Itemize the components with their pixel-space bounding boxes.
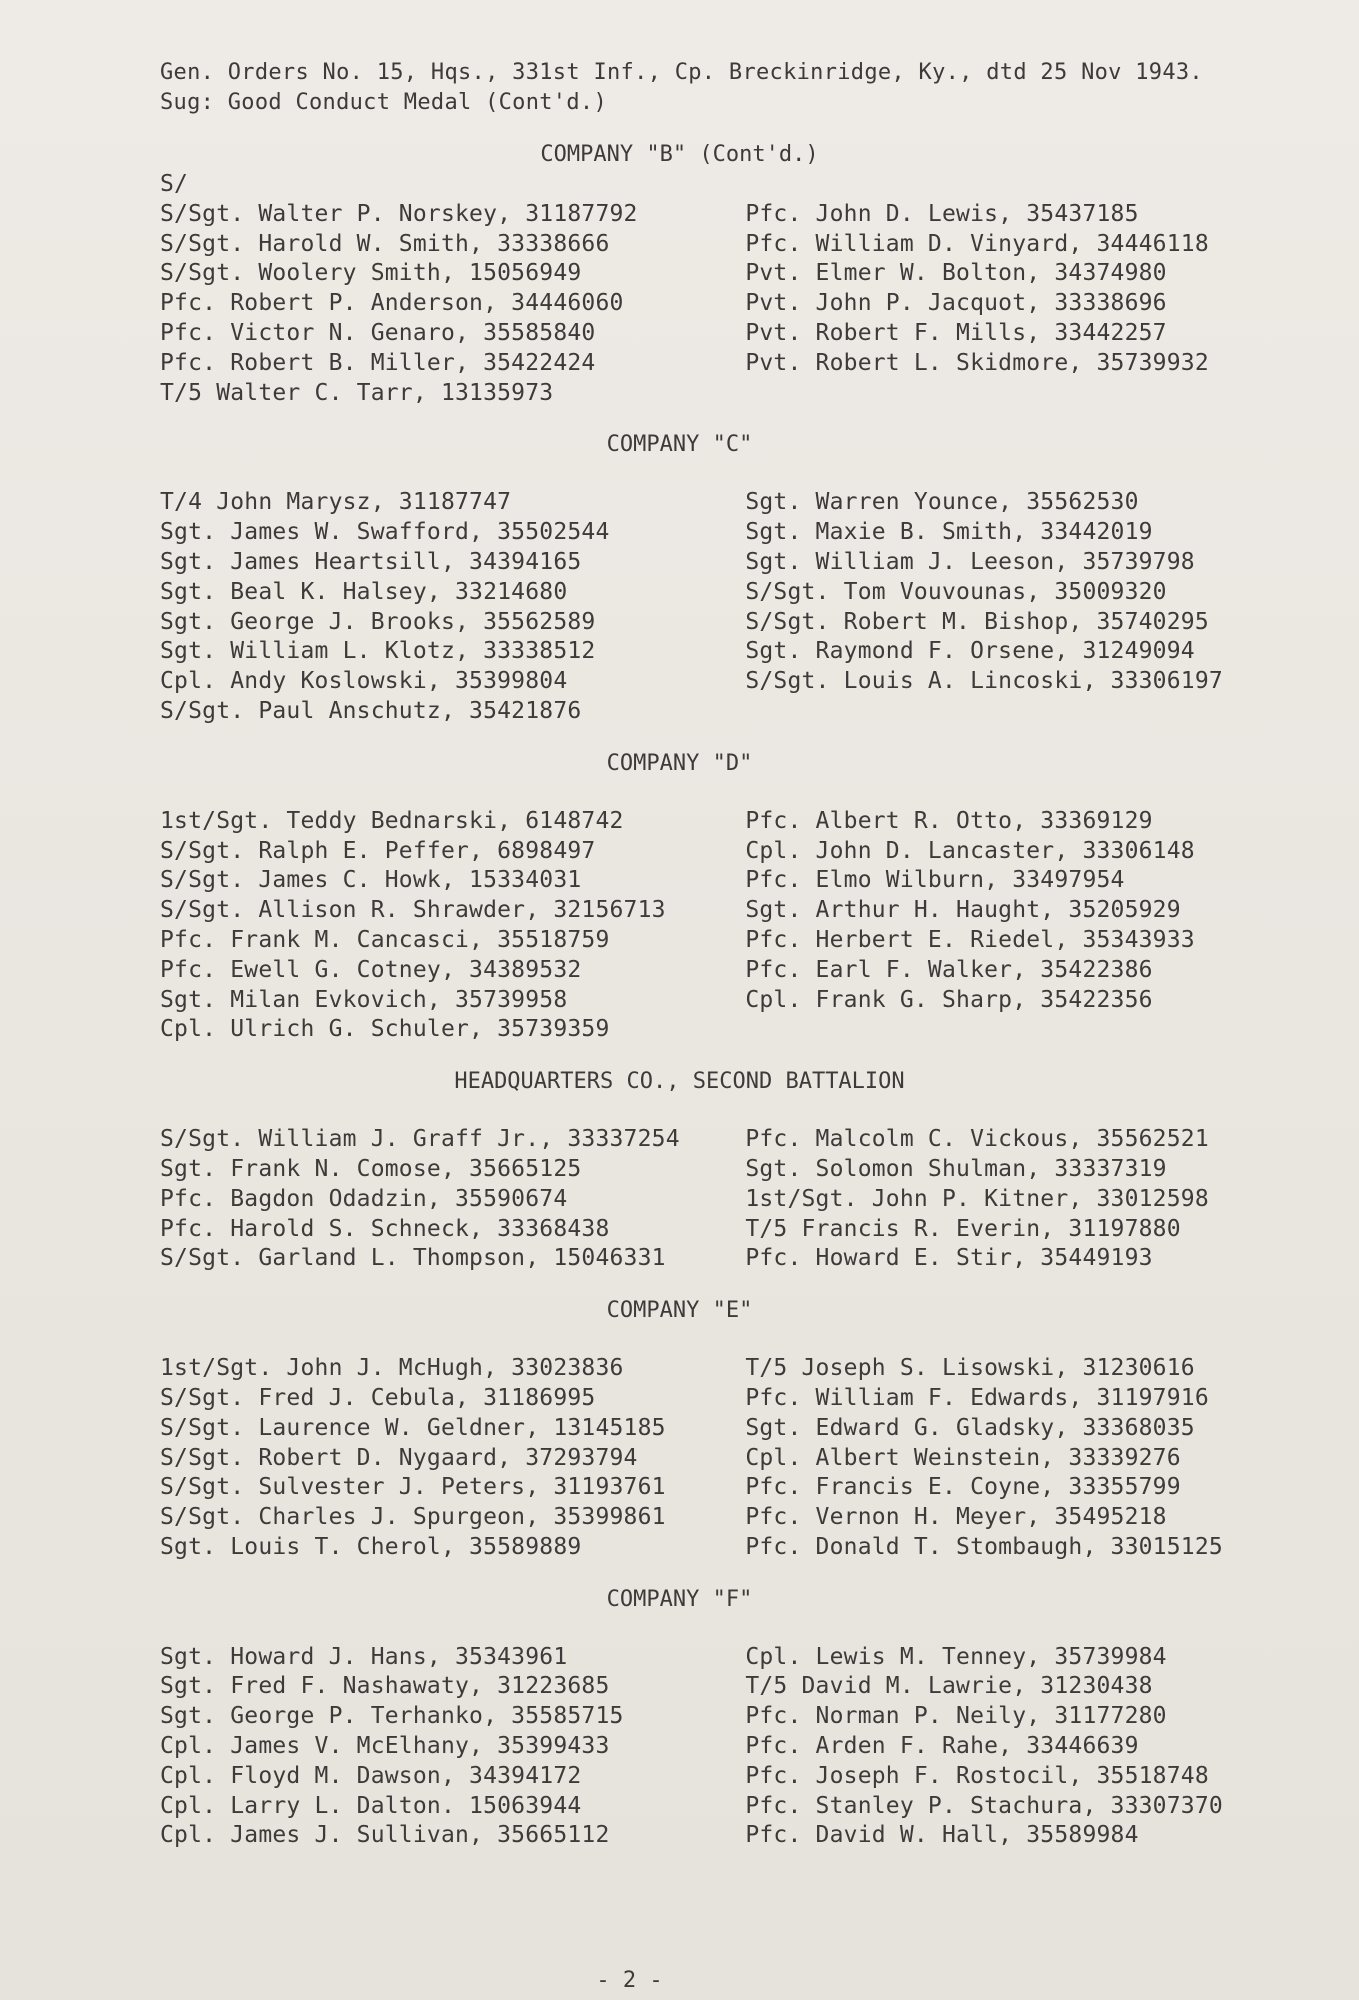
roster-entry: Pfc. John D. Lewis, 35437185 [745,200,1139,227]
roster-entry: T/4 John Marysz, 31187747 [160,489,512,516]
section-title: COMPANY "C" [606,432,753,458]
roster-entry: S/Sgt. Garland L. Thompson, 15046331 [160,1245,666,1272]
roster-column-right [745,488,1299,726]
roster-entry: S/Sgt. Sulvester J. Peters, 31193761 [160,1474,666,1501]
section-1 [160,430,1299,726]
roster-entry: Sgt. Warren Younce, 35562530 [745,489,1139,516]
roster-entry: Pfc. Robert P. Anderson, 34446060 [160,290,624,317]
roster-entry: Pvt. John P. Jacquot, 33338696 [745,290,1167,317]
roster-entry: Cpl. Frank G. Sharp, 35422356 [745,986,1153,1013]
roster-entry: S/Sgt. Fred J. Cebula, 31186995 [160,1384,596,1411]
roster-entry: S/Sgt. Louis A. Lincoski, 33306197 [745,668,1223,695]
roster-entry: Cpl. Larry L. Dalton. 15063944 [160,1792,582,1819]
roster-entry: Cpl. Floyd M. Dawson, 34394172 [160,1762,582,1789]
section-2 [160,749,1299,1045]
roster-entry: Sgt. Howard J. Hans, 35343961 [160,1643,568,1670]
roster-entry: Pfc. Stanley P. Stachura, 33307370 [745,1792,1223,1819]
roster-entry: Cpl. James J. Sullivan, 35665112 [160,1822,610,1849]
roster-entry: Cpl. Lewis M. Tenney, 35739984 [745,1643,1167,1670]
section-title: COMPANY "D" [606,750,753,776]
roster-entry: S/Sgt. Woolery Smith, 15056949 [160,260,582,287]
roster-entry: Cpl. Albert Weinstein, 33339276 [745,1444,1181,1471]
section-title: COMPANY "E" [606,1298,753,1324]
roster-entry: Sgt. Fred F. Nashawaty, 31223685 [160,1673,610,1700]
roster-columns [160,488,1299,726]
roster-entry: T/5 Joseph S. Lisowski, 31230616 [745,1355,1195,1382]
roster-entry: Pfc. David W. Hall, 35589984 [745,1822,1139,1849]
roster-entry: Sgt. George J. Brooks, 35562589 [160,608,596,635]
roster-entry: Sgt. Raymond F. Orsene, 31249094 [745,638,1195,665]
roster-entry: Sgt. Louis T. Cherol, 35589889 [160,1533,582,1560]
roster-entry: Pfc. Elmo Wilburn, 33497954 [745,867,1125,894]
roster-entry: Pfc. Howard E. Stir, 35449193 [745,1245,1153,1272]
roster-entry: Pvt. Elmer W. Bolton, 34374980 [745,260,1167,287]
roster-sections [160,140,1299,1851]
roster-entry: Pfc. Victor N. Genaro, 35585840 [160,319,596,346]
roster-entry: Sgt. Edward G. Gladsky, 33368035 [745,1414,1195,1441]
roster-entry: Pfc. Robert B. Miller, 35422424 [160,349,596,376]
roster-entry: S/Sgt. Charles J. Spurgeon, 35399861 [160,1504,666,1531]
roster-entry: S/Sgt. James C. Howk, 15334031 [160,867,582,894]
roster-column-right [745,1125,1299,1274]
roster-columns [160,1125,1299,1274]
roster-column-left [160,1643,745,1852]
roster-entry: Sgt. Frank N. Comose, 35665125 [160,1155,582,1182]
roster-entry: Sgt. Beal K. Halsey, 33214680 [160,578,568,605]
roster-column-left [160,488,745,726]
roster-entry: Sgt. Milan Evkovich, 35739958 [160,986,568,1013]
roster-entry: Sgt. Solomon Shulman, 33337319 [745,1155,1167,1182]
roster-entry: Pfc. William D. Vinyard, 34446118 [745,230,1209,257]
roster-entry: Pfc. Ewell G. Cotney, 34389532 [160,956,582,983]
roster-entry: Cpl. Andy Koslowski, 35399804 [160,668,568,695]
section-prefix-mark: S/ [160,171,189,197]
roster-columns [160,1643,1299,1852]
section-title: COMPANY "F" [606,1586,753,1612]
roster-entry: Cpl. John D. Lancaster, 33306148 [745,837,1195,864]
order-header-line: Gen. Orders No. 15, Hqs., 331st Inf., Cp. Breckinridge, Ky., dtd 25 Nov 1943. [160,60,1203,85]
roster-entry: S/Sgt. Paul Anschutz, 35421876 [160,697,582,724]
roster-entry: 1st/Sgt. John P. Kitner, 33012598 [745,1185,1209,1212]
roster-columns [160,200,1299,409]
roster-column-left [160,1125,745,1274]
roster-entry: Sgt. George P. Terhanko, 35585715 [160,1703,624,1730]
roster-entry: S/Sgt. Walter P. Norskey, 31187792 [160,200,638,227]
roster-entry: T/5 Walter C. Tarr, 13135973 [160,379,554,406]
roster-entry: 1st/Sgt. Teddy Bednarski, 6148742 [160,807,624,834]
roster-entry: Pfc. Malcolm C. Vickous, 35562521 [745,1126,1209,1153]
roster-entry: Pfc. Vernon H. Meyer, 35495218 [745,1504,1167,1531]
roster-entry: Pfc. William F. Edwards, 31197916 [745,1384,1209,1411]
roster-column-right [745,200,1299,409]
roster-entry: Sgt. Arthur H. Haught, 35205929 [745,897,1181,924]
roster-entry: Pvt. Robert L. Skidmore, 35739932 [745,349,1209,376]
roster-column-left [160,807,745,1045]
subject-line: Sug: Good Conduct Medal (Cont'd.) [160,90,607,115]
roster-entry: S/Sgt. Ralph E. Peffer, 6898497 [160,837,596,864]
roster-columns [160,807,1299,1045]
roster-entry: Pfc. Francis E. Coyne, 33355799 [745,1474,1181,1501]
roster-entry: Pfc. Bagdon Odadzin, 35590674 [160,1185,568,1212]
roster-entry: Pfc. Donald T. Stombaugh, 33015125 [745,1533,1223,1560]
roster-entry: Pfc. Joseph F. Rostocil, 35518748 [745,1762,1209,1789]
roster-entry: T/5 David M. Lawrie, 31230438 [745,1673,1153,1700]
roster-entry: S/Sgt. Robert M. Bishop, 35740295 [745,608,1209,635]
roster-entry: Sgt. William L. Klotz, 33338512 [160,638,596,665]
roster-entry: Sgt. Maxie B. Smith, 33442019 [745,519,1153,546]
roster-entry: Pfc. Herbert E. Riedel, 35343933 [745,926,1195,953]
roster-column-left [160,200,745,409]
section-0 [160,140,1299,408]
roster-entry: S/Sgt. William J. Graff Jr., 33337254 [160,1126,680,1153]
roster-entry: Pfc. Albert R. Otto, 33369129 [745,807,1153,834]
roster-entry: Pfc. Norman P. Neily, 31177280 [745,1703,1167,1730]
roster-entry: Pfc. Frank M. Cancasci, 35518759 [160,926,610,953]
roster-column-left [160,1354,745,1563]
roster-entry: Pfc. Earl F. Walker, 35422386 [745,956,1153,983]
roster-column-right [745,807,1299,1045]
roster-entry: Sgt. James W. Swafford, 35502544 [160,519,610,546]
roster-column-right [745,1643,1299,1852]
section-title: COMPANY "B" (Cont'd.) [540,142,819,167]
roster-entry: Pfc. Harold S. Schneck, 33368438 [160,1215,610,1242]
page-number: - 2 - [596,1968,663,1993]
roster-entry: Pvt. Robert F. Mills, 33442257 [745,319,1167,346]
roster-entry: S/Sgt. Tom Vouvounas, 35009320 [745,578,1167,605]
roster-columns [160,1354,1299,1563]
roster-column-right [745,1354,1299,1563]
roster-entry: S/Sgt. Harold W. Smith, 33338666 [160,230,610,257]
section-5 [160,1585,1299,1852]
roster-entry: Pfc. Arden F. Rahe, 33446639 [745,1733,1139,1760]
roster-entry: Sgt. James Heartsill, 34394165 [160,548,582,575]
roster-entry: T/5 Francis R. Everin, 31197880 [745,1215,1181,1242]
section-4 [160,1296,1299,1563]
section-title: HEADQUARTERS CO., SECOND BATTALION [454,1069,905,1095]
roster-entry: Sgt. William J. Leeson, 35739798 [745,548,1195,575]
roster-entry: S/Sgt. Laurence W. Geldner, 13145185 [160,1414,666,1441]
roster-entry: Cpl. Ulrich G. Schuler, 35739359 [160,1016,610,1043]
section-3 [160,1067,1299,1274]
roster-entry: 1st/Sgt. John J. McHugh, 33023836 [160,1355,624,1382]
roster-entry: Cpl. James V. McElhany, 35399433 [160,1733,610,1760]
roster-entry: S/Sgt. Allison R. Shrawder, 32156713 [160,897,666,924]
roster-entry: S/Sgt. Robert D. Nygaard, 37293794 [160,1444,638,1471]
